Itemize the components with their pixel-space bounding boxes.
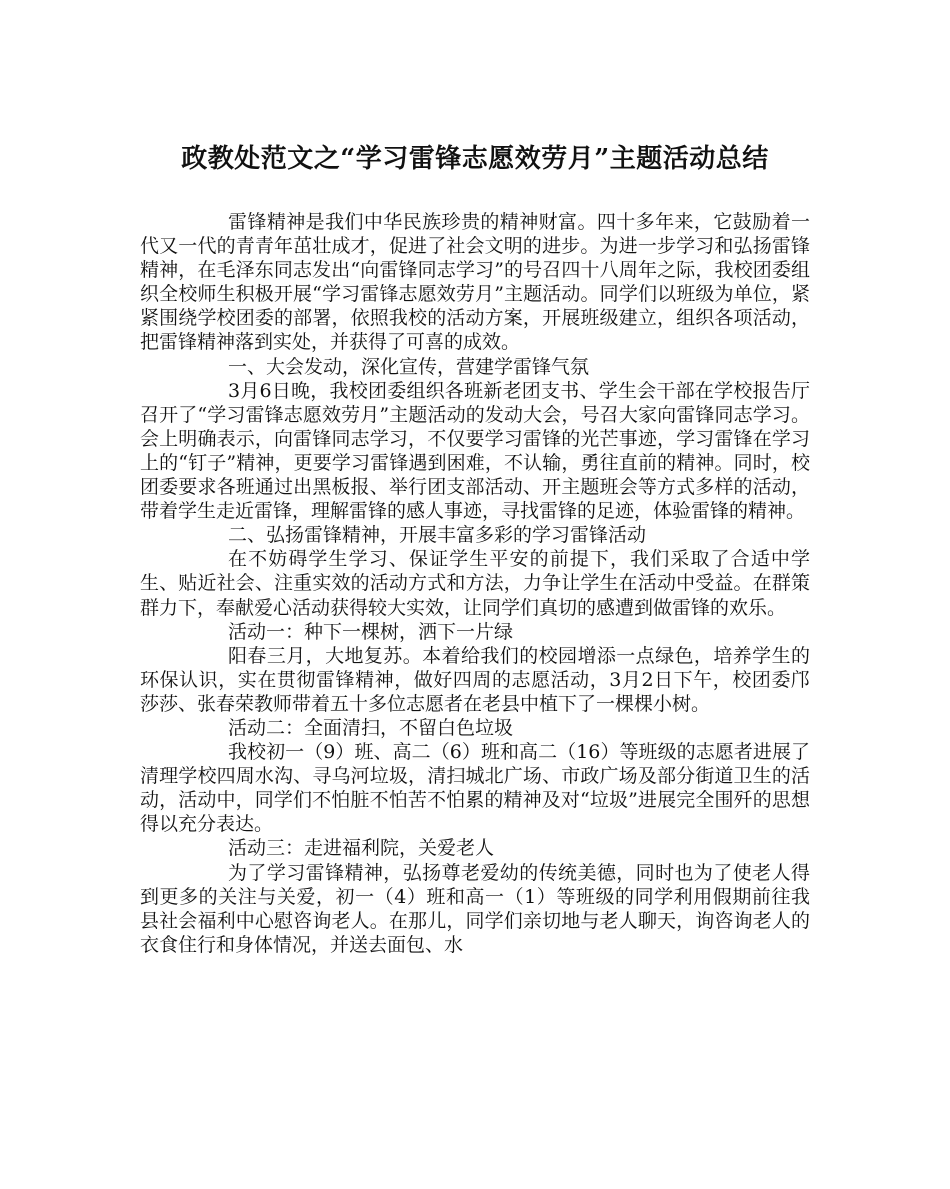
paragraph-activity-1: 阳春三月，大地复苏。本着给我们的校园增添一点绿色，培养学生的环保认识，实在贯彻雷锋精神，做好四周的志愿活动，3月2日下午，校团委邝莎莎、张春荣教师带着五十多位志愿者在老县中植下了一棵棵小树。 — [140, 644, 810, 715]
section-heading-2: 二、弘扬雷锋精神，开展丰富多彩的学习雷锋活动 — [228, 524, 647, 547]
paragraph-intro: 雷锋精神是我们中华民族珍贵的精神财富。四十多年来，它鼓励着一代又一代的青青年茁壮成才，促进了社会文明的进步。为进一步学习和弘扬雷锋精神，在毛泽东同志发出“向雷锋同志学习”的号召四十八周年之际，我校团委组织全校师生积极开展“学习雷锋志愿效劳月”主题活动。同学们以班级为单位，紧紧围绕学校团委的部署，依照我校的活动方案，开展班级建立，组织各项活动，把雷锋精神落到实处，并获得了可喜的成效。 — [140, 211, 810, 354]
paragraph-section-1: 3月6日晚，我校团委组织各班新老团支书、学生会干部在学校报告厅召开了“学习雷锋志愿效劳月”主题活动的发动大会，号召大家向雷锋同志学习。会上明确表示，向雷锋同志学习，不仅要学习雷锋的光芒事迹，学习雷锋在学习上的“钉子”精神，更要学习雷锋遇到困难，不认输，勇往直前的精神。同时，校团委要求各班通过出黑板报、举行团支部活动、开主题班会等方式多样的活动，带着学生走近雷锋，理解雷锋的感人事迹，寻找雷锋的足迹，体验雷锋的精神。 — [140, 379, 810, 523]
activity-heading-1: 活动一：种下一棵树，洒下一片绿 — [228, 620, 514, 643]
activity-heading-3: 活动三：走进福利院，关爱老人 — [228, 837, 495, 860]
document-body — [140, 210, 810, 957]
paragraph-activity-2: 我校初一（9）班、高二（6）班和高二（16）等班级的志愿者进展了清理学校四周水沟、寻乌河垃圾，清扫城北广场、市政广场及部分街道卫生的活动，活动中，同学们不怕脏不怕苦不怕累的精神及对“垃圾”进展完全围歼的思想得以充分表达。 — [140, 741, 810, 836]
document-title: 政教处范文之“学习雷锋志愿效劳月”主题活动总结 — [181, 144, 769, 174]
paragraph-activity-3: 为了学习雷锋精神，弘扬尊老爱幼的传统美德，同时也为了使老人得到更多的关注与关爱，初一（4）班和高一（1）等班级的同学利用假期前往我县社会福利中心慰咨询老人。在那儿，同学们亲切地与老人聊天，询咨询老人的衣食住行和身体情况，并送去面包、水 — [140, 861, 810, 956]
section-heading-1: 一、大会发动，深化宣传，营建学雷锋气氛 — [228, 355, 590, 378]
paragraph-section-2: 在不妨碍学生学习、保证学生平安的前提下，我们采取了合适中学生、贴近社会、注重实效的活动方式和方法，力争让学生在活动中受益。在群策群力下，奉献爱心活动获得较大实效，让同学们真切的感遭到做雷锋的欢乐。 — [140, 548, 810, 619]
activity-heading-2: 活动二：全面清扫，不留白色垃圾 — [228, 716, 514, 739]
